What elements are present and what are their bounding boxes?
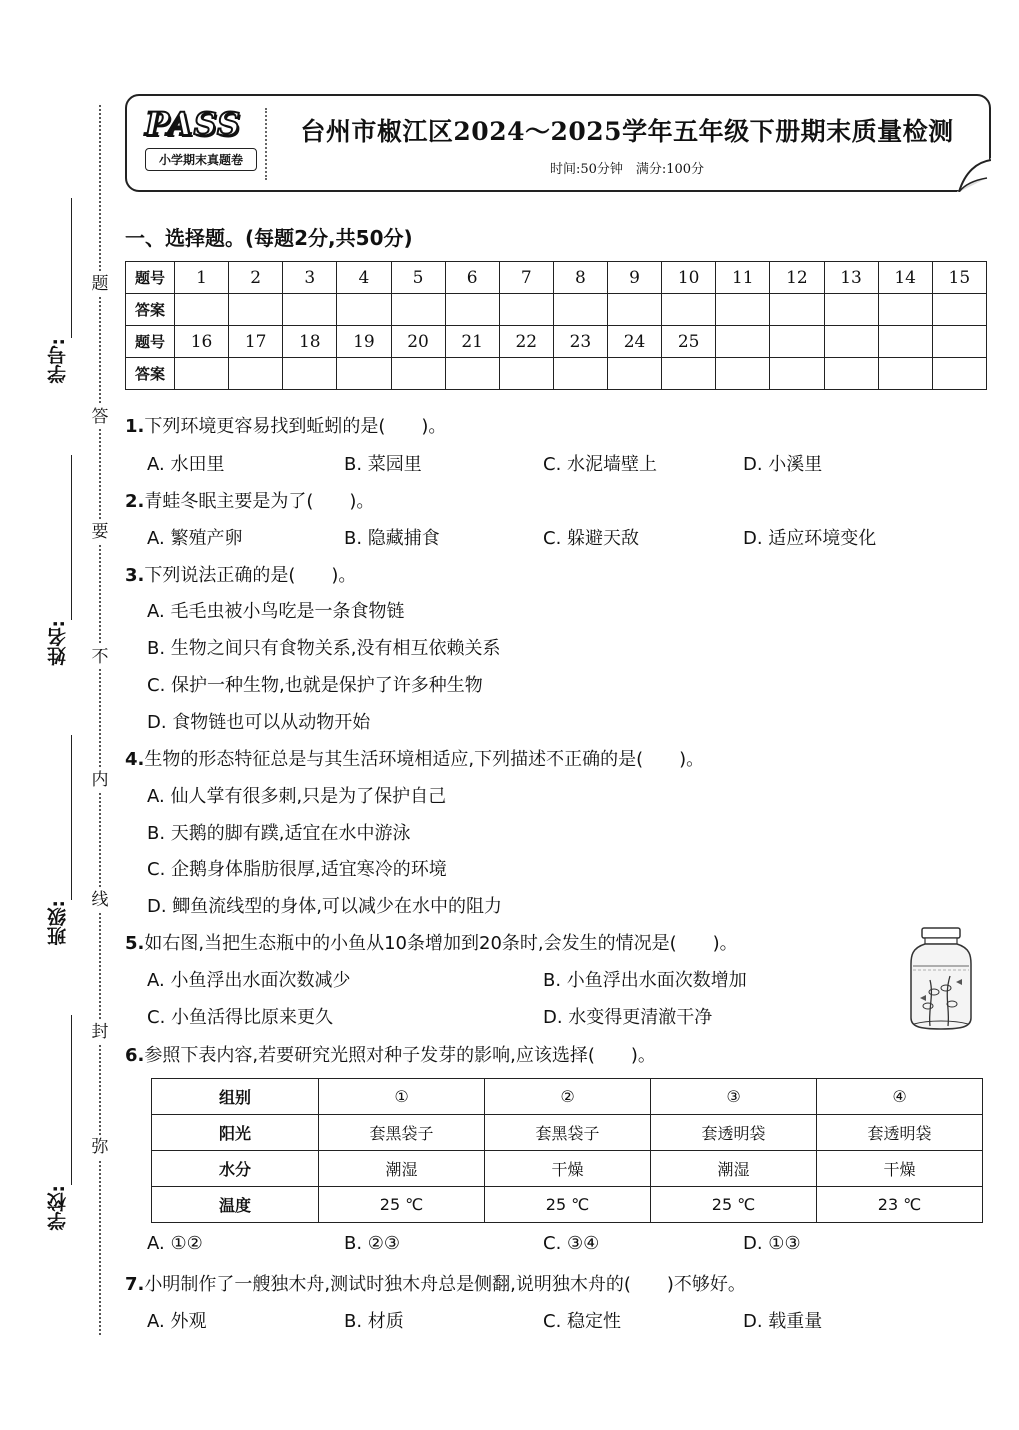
grid-number: 11 [716,262,770,294]
answer-cell[interactable] [608,294,662,326]
answer-cell[interactable] [445,358,499,390]
option[interactable]: C. 水泥墙壁上 [543,454,658,475]
table-cell: 套黑袋子 [485,1115,651,1151]
grid-number [878,326,932,358]
grid-number: 5 [391,262,445,294]
answer-cell[interactable] [499,294,553,326]
answer-cell[interactable] [878,358,932,390]
question-number: 6. [125,1045,145,1066]
table-cell: 25 ℃ [485,1187,651,1223]
option[interactable]: C. 稳定性 [543,1311,622,1332]
student-id-label: 学号: [47,338,69,384]
name-field[interactable] [44,620,78,666]
answer-grid [125,261,987,390]
table-cell: 25 ℃ [651,1187,817,1223]
option[interactable]: D. 鲫鱼流线型的身体,可以减少在水中的阻力 [147,896,503,917]
question-1 [125,412,446,438]
option[interactable]: C. 躲避天敌 [543,528,640,549]
grid-number: 25 [662,326,716,358]
grid-number [716,326,770,358]
grid-number [770,326,824,358]
grid-number: 2 [229,262,283,294]
answer-cell[interactable] [553,358,607,390]
seal-char: 弥 [88,1135,112,1159]
name-line[interactable] [71,455,72,620]
student-id-line[interactable] [71,198,72,338]
germination-table [151,1078,983,1223]
answer-cell[interactable] [932,294,986,326]
section-heading: 一、选择题。(每题2分,共50分) [125,226,413,250]
answer-cell[interactable] [337,358,391,390]
grid-number: 7 [499,262,553,294]
option[interactable]: A. ①② [147,1233,203,1254]
grid-number: 3 [283,262,337,294]
question-5 [125,929,738,955]
grid-row-numbers [126,326,987,358]
grid-row-numbers [126,262,987,294]
grid-row-answers [126,358,987,390]
question-number: 5. [125,933,145,954]
table-row [152,1115,983,1151]
student-id-field[interactable] [44,338,78,384]
grid-number: 16 [175,326,229,358]
grid-label: 答案 [126,358,175,390]
table-header-cell: ③ [651,1079,817,1115]
answer-cell[interactable] [229,294,283,326]
answer-cell[interactable] [499,358,553,390]
option[interactable]: D. 适应环境变化 [743,528,877,549]
option[interactable]: D. 水变得更清澈干净 [543,1007,713,1028]
grid-number [932,326,986,358]
answer-cell[interactable] [716,358,770,390]
grid-number: 8 [553,262,607,294]
table-cell: 套透明袋 [817,1115,983,1151]
header-divider [265,108,267,180]
answer-cell[interactable] [283,294,337,326]
grid-label: 题号 [126,326,175,358]
table-cell: 温度 [152,1187,319,1223]
grid-number: 10 [662,262,716,294]
school-field[interactable] [44,1185,78,1231]
table-cell: 23 ℃ [817,1187,983,1223]
question-6 [125,1041,656,1067]
grid-number: 21 [445,326,499,358]
seal-char: 不 [88,645,112,669]
seal-char: 内 [88,768,112,792]
question-stem: 参照下表内容,若要研究光照对种子发芽的影响,应该选择( )。 [144,1045,656,1066]
table-cell: 套透明袋 [651,1115,817,1151]
answer-cell[interactable] [824,294,878,326]
option[interactable]: B. 菜园里 [344,454,422,475]
question-4 [125,745,704,771]
table-cell: 潮湿 [651,1151,817,1187]
seal-char: 线 [88,888,112,912]
grid-number: 6 [445,262,499,294]
option[interactable]: B. ②③ [344,1233,401,1254]
answer-cell[interactable] [824,358,878,390]
grid-number: 19 [337,326,391,358]
grid-number: 18 [283,326,337,358]
option[interactable]: B. 生物之间只有食物关系,没有相互依赖关系 [147,638,501,659]
option[interactable]: D. 载重量 [743,1311,823,1332]
table-cell: 阳光 [152,1115,319,1151]
option[interactable]: A. 仙人掌有很多刺,只是为了保护自己 [147,786,447,807]
question-3 [125,561,356,587]
option[interactable]: D. 食物链也可以从动物开始 [147,712,371,733]
grid-number: 12 [770,262,824,294]
option[interactable]: B. 小鱼浮出水面次数增加 [543,970,747,991]
table-row [152,1151,983,1187]
name-label: 姓名: [47,620,69,666]
school-line[interactable] [71,1015,72,1185]
table-cell: 水分 [152,1151,319,1187]
exam-title: 台州市椒江区2024～2025学年五年级下册期末质量检测 [300,117,954,146]
grid-number: 17 [229,326,283,358]
school-label: 学校: [47,1185,69,1231]
option[interactable]: A. 小鱼浮出水面次数减少 [147,970,351,991]
question-number: 1. [125,416,145,437]
answer-cell[interactable] [445,294,499,326]
seal-char: 题 [88,272,112,296]
exam-header [125,94,991,192]
logo-subtitle: 小学期末真题卷 [145,148,257,171]
grid-number [824,326,878,358]
seal-char: 答 [88,405,112,429]
grid-number: 23 [553,326,607,358]
table-cell: 潮湿 [319,1151,485,1187]
option[interactable]: B. 隐藏捕食 [344,528,440,549]
question-number: 4. [125,749,145,770]
question-stem: 下列说法正确的是( )。 [144,565,357,586]
grid-number: 13 [824,262,878,294]
option[interactable]: C. ③④ [543,1233,600,1254]
option[interactable]: A. 繁殖产卵 [147,528,243,549]
table-header-cell: 组别 [152,1079,319,1115]
question-number: 2. [125,491,145,512]
option[interactable]: C. 保护一种生物,也就是保护了许多种生物 [147,675,483,696]
grid-number: 1 [175,262,229,294]
answer-cell[interactable] [662,358,716,390]
table-header-cell: ② [485,1079,651,1115]
question-stem: 如右图,当把生态瓶中的小鱼从10条增加到20条时,会发生的情况是( )。 [144,933,738,954]
question-stem: 下列环境更容易找到蚯蚓的是( )。 [144,416,447,437]
exam-subtitle: 时间:50分钟 满分:100分 [549,162,705,177]
question-stem: 生物的形态特征总是与其生活环境相适应,下列描述不正确的是( )。 [144,749,705,770]
question-number: 7. [125,1274,145,1295]
table-row [152,1187,983,1223]
grid-number: 14 [878,262,932,294]
question-stem: 小明制作了一艘独木舟,测试时独木舟总是侧翻,说明独木舟的( )不够好。 [144,1274,746,1295]
logo-text: PASS [145,105,242,143]
option[interactable]: B. 材质 [344,1311,404,1332]
option[interactable]: D. ①③ [743,1233,801,1254]
option[interactable]: A. 外观 [147,1311,207,1332]
answer-cell[interactable] [175,294,229,326]
grid-row-answers [126,294,987,326]
table-header-cell: ④ [817,1079,983,1115]
answer-cell[interactable] [770,358,824,390]
pass-logo [145,106,257,171]
answer-cell[interactable] [878,294,932,326]
option[interactable]: C. 小鱼活得比原来更久 [147,1007,334,1028]
answer-cell[interactable] [932,358,986,390]
class-field[interactable] [44,900,78,946]
grid-number: 24 [608,326,662,358]
answer-cell[interactable] [608,358,662,390]
table-cell: 干燥 [485,1151,651,1187]
table-header-cell: ① [319,1079,485,1115]
table-cell: 25 ℃ [319,1187,485,1223]
question-stem: 青蛙冬眠主要是为了( )。 [144,491,375,512]
question-2 [125,487,374,513]
option[interactable]: A. 水田里 [147,454,225,475]
answer-cell[interactable] [229,358,283,390]
answer-cell[interactable] [175,358,229,390]
grid-number: 9 [608,262,662,294]
answer-cell[interactable] [391,358,445,390]
grid-number: 20 [391,326,445,358]
grid-label: 答案 [126,294,175,326]
answer-cell[interactable] [391,294,445,326]
question-7 [125,1270,746,1296]
table-cell: 套黑袋子 [319,1115,485,1151]
ecosystem-jar-icon [908,926,974,1032]
option[interactable]: B. 天鹅的脚有蹼,适宜在水中游泳 [147,823,411,844]
option[interactable]: C. 企鹅身体脂肪很厚,适宜寒冷的环境 [147,859,447,880]
answer-cell[interactable] [662,294,716,326]
page-curl-icon [957,158,991,192]
seal-char: 封 [88,1020,112,1044]
class-line[interactable] [71,735,72,900]
answer-cell[interactable] [283,358,337,390]
option[interactable]: D. 小溪里 [743,454,823,475]
table-cell: 干燥 [817,1151,983,1187]
grid-label: 题号 [126,262,175,294]
option[interactable]: A. 毛毛虫被小鸟吃是一条食物链 [147,601,405,622]
answer-cell[interactable] [770,294,824,326]
table-row [152,1079,983,1115]
class-label: 班级: [47,900,69,946]
grid-number: 15 [932,262,986,294]
grid-number: 4 [337,262,391,294]
grid-number: 22 [499,326,553,358]
answer-cell[interactable] [553,294,607,326]
answer-cell[interactable] [337,294,391,326]
question-number: 3. [125,565,145,586]
answer-cell[interactable] [716,294,770,326]
seal-char: 要 [88,520,112,544]
